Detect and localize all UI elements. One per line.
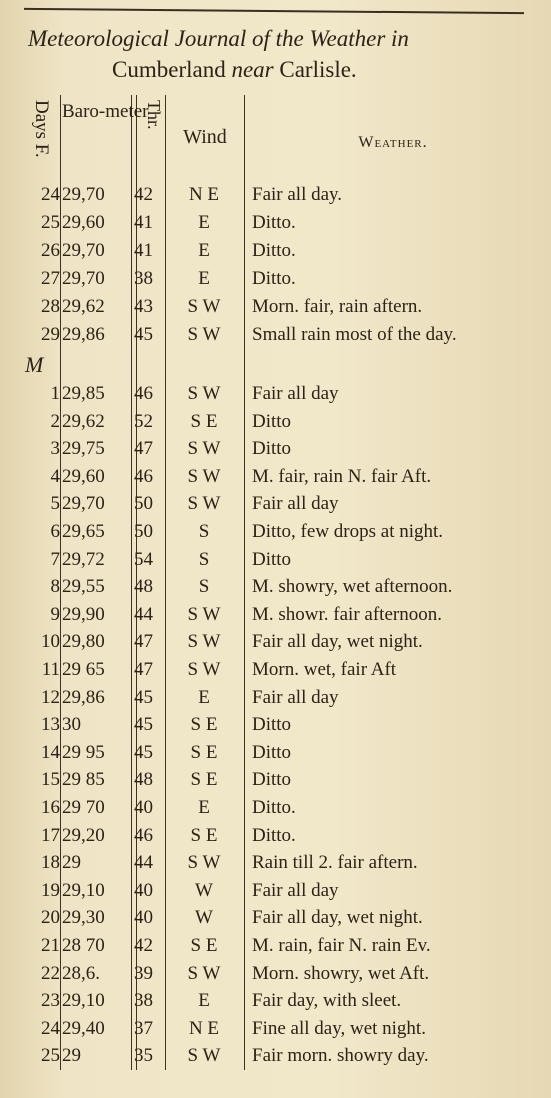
top-rule (24, 8, 524, 14)
wind-cell: S W (187, 465, 221, 487)
day-cell: 24 (41, 1017, 60, 1039)
table-row (0, 209, 551, 237)
weather-cell: Ditto. (252, 212, 296, 233)
table-row (0, 904, 551, 932)
thermometer-cell: 47 (134, 438, 153, 460)
day-cell: 20 (41, 907, 60, 929)
barometer-cell: 29,65 (62, 521, 105, 542)
barometer-cell: 29,20 (62, 824, 105, 846)
weather-cell: Ditto (252, 741, 292, 763)
weather-cell: Fair all day (252, 383, 339, 404)
barometer-cell: 29 (62, 852, 81, 874)
day-cell: 12 (41, 686, 60, 708)
thermometer-cell: 41 (134, 240, 153, 261)
barometer-cell: 29,55 (62, 576, 105, 598)
thermometer-cell: 45 (134, 324, 153, 345)
table-row (0, 573, 551, 601)
wind-cell: N E (188, 184, 220, 205)
thermometer-cell: 47 (134, 659, 153, 680)
table-row (0, 490, 551, 518)
table-row (0, 628, 551, 656)
day-cell: 8 (50, 576, 60, 598)
day-cell: 14 (41, 741, 60, 763)
thermometer-cell: 40 (134, 907, 153, 929)
wind-cell: S W (187, 852, 221, 874)
barometer-cell: 29,10 (62, 879, 105, 901)
barometer-cell: 29 85 (62, 769, 105, 791)
wind-cell: S E (190, 769, 218, 791)
barometer-cell: 29 65 (62, 659, 105, 680)
day-cell: 10 (41, 631, 60, 653)
barometer-cell: 29,75 (62, 438, 105, 460)
day-cell: 2 (50, 410, 60, 432)
barometer-cell: 29 95 (62, 741, 105, 763)
weather-cell: Ditto (252, 548, 292, 570)
wind-cell: S E (190, 741, 218, 763)
thermometer-cell: 38 (134, 268, 153, 289)
table-row (0, 265, 551, 293)
barometer-cell: 28 70 (62, 935, 105, 956)
weather-cell: Ditto (252, 714, 292, 736)
thermometer-cell: 45 (134, 741, 153, 763)
thermometer-cell: 43 (134, 296, 153, 317)
header-weather: Weather. (358, 134, 428, 151)
barometer-cell: 29,90 (62, 603, 105, 625)
weather-cell: Ditto (252, 769, 292, 791)
thermometer-cell: 52 (134, 410, 153, 432)
subtitle-town: Carlisle. (279, 57, 357, 82)
table-row (0, 408, 551, 436)
barometer-cell: 29,70 (62, 493, 105, 515)
barometer-cell: 29,40 (62, 1017, 105, 1039)
thermometer-cell: 40 (134, 797, 153, 818)
table-row (0, 181, 551, 209)
day-cell: 7 (50, 548, 60, 570)
weather-cell: Ditto. (252, 268, 296, 289)
table-row (0, 739, 551, 767)
header-days: Days F. (31, 100, 52, 158)
day-cell: 27 (41, 268, 60, 289)
table-row (0, 546, 551, 574)
weather-cell: Ditto. (252, 797, 296, 818)
day-cell: 21 (41, 935, 60, 956)
table-row (0, 960, 551, 988)
weather-cell: Morn. showry, wet Aft. (252, 962, 430, 984)
table-row (0, 1042, 551, 1070)
barometer-cell: 29,10 (62, 990, 105, 1012)
day-cell: 18 (41, 852, 60, 874)
weather-cell: Ditto (252, 438, 292, 460)
wind-cell: W (195, 907, 213, 929)
weather-cell: M. showr. fair afternoon. (252, 603, 442, 625)
weather-cell: M. rain, fair N. rain Ev. (252, 935, 431, 956)
barometer-cell: 29,72 (62, 548, 105, 570)
table-row (0, 656, 551, 684)
barometer-cell: 29,70 (62, 240, 105, 261)
thermometer-cell: 45 (134, 686, 153, 708)
weather-cell: Fair all day. (252, 184, 343, 205)
weather-cell: Fair all day (252, 879, 339, 901)
day-cell: 1 (50, 383, 60, 404)
barometer-cell: 30 (62, 714, 81, 736)
thermometer-cell: 46 (134, 383, 153, 404)
weather-cell: Morn. fair, rain aftern. (252, 296, 423, 317)
barometer-cell: 29,85 (62, 383, 105, 404)
table-row (0, 849, 551, 877)
day-cell: 17 (41, 824, 60, 846)
table-row (0, 1015, 551, 1043)
wind-cell: E (198, 212, 210, 233)
day-cell: 28 (41, 296, 60, 317)
weather-cell: M. fair, rain N. fair Aft. (252, 465, 432, 487)
barometer-cell: 29,62 (62, 410, 105, 432)
thermometer-cell: 42 (134, 935, 153, 956)
table-row (0, 711, 551, 739)
table-row (0, 877, 551, 905)
weather-cell: Ditto (252, 410, 292, 432)
table-row (0, 435, 551, 463)
barometer-cell: 29,62 (62, 296, 105, 317)
weather-cell: Fair all day (252, 686, 339, 708)
weather-cell: Ditto. (252, 240, 296, 261)
table-row (0, 987, 551, 1015)
thermometer-cell: 46 (134, 824, 153, 846)
thermometer-cell: 40 (134, 879, 153, 901)
barometer-cell: 29,86 (62, 686, 105, 708)
weather-cell: Fair morn. showry day. (252, 1045, 429, 1067)
wind-cell: E (198, 797, 210, 818)
barometer-cell: 29,60 (62, 465, 105, 487)
day-cell: 26 (41, 240, 60, 261)
wind-cell: E (198, 990, 210, 1012)
day-cell: 29 (41, 324, 60, 345)
day-cell: 16 (41, 797, 60, 818)
thermometer-cell: 41 (134, 212, 153, 233)
table-row (0, 321, 551, 349)
table-row (0, 237, 551, 265)
day-cell: 3 (50, 438, 60, 460)
wind-cell: S W (187, 493, 221, 515)
wind-cell: S W (187, 296, 221, 317)
table-row (0, 293, 551, 321)
wind-cell: S W (187, 1045, 221, 1067)
wind-cell: E (198, 686, 210, 708)
wind-cell: S (198, 576, 210, 598)
day-cell: 23 (41, 990, 60, 1012)
thermometer-cell: 35 (134, 1045, 153, 1067)
weather-cell: Fair all day (252, 493, 339, 515)
page-title: Meteorological Journal of the Weather in (28, 26, 409, 51)
thermometer-cell: 46 (134, 465, 153, 487)
barometer-cell: 29,70 (62, 184, 105, 205)
thermometer-cell: 47 (134, 631, 153, 653)
weather-cell: Small rain most of the day. (252, 324, 457, 345)
thermometer-cell: 44 (134, 852, 153, 874)
weather-cell: Ditto, few drops at night. (252, 521, 444, 542)
day-cell: 25 (41, 212, 60, 233)
thermometer-cell: 42 (134, 184, 153, 205)
wind-cell: S W (187, 631, 221, 653)
day-cell: 15 (41, 769, 60, 791)
wind-cell: S W (187, 962, 221, 984)
weather-cell: Fair all day, wet night. (252, 907, 423, 929)
thermometer-cell: 45 (134, 714, 153, 736)
thermometer-cell: 54 (134, 548, 153, 570)
day-cell: 6 (50, 521, 60, 542)
wind-cell: S (198, 548, 210, 570)
day-cell: 19 (41, 879, 60, 901)
day-cell: 25 (41, 1045, 60, 1067)
subtitle-place: Cumberland (112, 57, 226, 82)
wind-cell: S W (187, 603, 221, 625)
table-row (0, 463, 551, 491)
table-row (0, 380, 551, 408)
weather-cell: Ditto. (252, 824, 296, 846)
barometer-cell: 29 70 (62, 797, 105, 818)
subtitle-near: near (231, 57, 274, 82)
wind-cell: S (198, 521, 210, 542)
weather-cell: Fine all day, wet night. (252, 1017, 426, 1039)
thermometer-cell: 37 (134, 1017, 153, 1039)
wind-cell: S W (187, 324, 221, 345)
weather-cell: Morn. wet, fair Aft (252, 659, 397, 680)
header-wind: Wind (183, 126, 227, 148)
page-subtitle (112, 56, 357, 84)
day-cell: 24 (41, 184, 60, 205)
table-row (0, 794, 551, 822)
day-cell: 4 (50, 465, 60, 487)
wind-cell: S E (190, 935, 218, 956)
month-label-march: M (25, 352, 44, 377)
thermometer-cell: 44 (134, 603, 153, 625)
wind-cell: S E (190, 824, 218, 846)
wind-cell: E (198, 240, 210, 261)
barometer-cell: 29 (62, 1045, 81, 1067)
wind-cell: S E (190, 410, 218, 432)
table-row (0, 766, 551, 794)
barometer-cell: 29,80 (62, 631, 105, 653)
day-cell: 9 (50, 603, 60, 625)
day-cell: 13 (41, 714, 60, 736)
wind-cell: S W (187, 383, 221, 404)
header-thermometer: Thr. (144, 100, 164, 130)
wind-cell: E (198, 268, 210, 289)
table-row (0, 822, 551, 850)
weather-cell: Fair all day, wet night. (252, 631, 423, 653)
barometer-cell: 29,60 (62, 212, 105, 233)
table-row (0, 518, 551, 546)
weather-cell: Rain till 2. fair aftern. (252, 852, 418, 874)
barometer-cell: 29,86 (62, 324, 105, 345)
barometer-cell: 28,6. (62, 962, 100, 984)
table-row (0, 684, 551, 712)
day-cell: 22 (41, 962, 60, 984)
day-cell: 5 (50, 493, 60, 515)
weather-cell: M. showry, wet afternoon. (252, 576, 453, 598)
wind-cell: S W (187, 659, 221, 680)
thermometer-cell: 50 (134, 493, 153, 515)
table-row (0, 932, 551, 960)
thermometer-cell: 39 (134, 962, 153, 984)
wind-cell: W (195, 879, 213, 901)
barometer-cell: 29,30 (62, 907, 105, 929)
header-barometer: Baro-meter (62, 101, 149, 122)
table-row (0, 601, 551, 629)
day-cell: 11 (41, 659, 60, 680)
weather-cell: Fair day, with sleet. (252, 990, 402, 1012)
thermometer-cell: 38 (134, 990, 153, 1012)
wind-cell: S W (187, 438, 221, 460)
wind-cell: N E (188, 1017, 220, 1039)
thermometer-cell: 48 (134, 769, 153, 791)
thermometer-cell: 50 (134, 521, 153, 542)
barometer-cell: 29,70 (62, 268, 105, 289)
thermometer-cell: 48 (134, 576, 153, 598)
wind-cell: S E (190, 714, 218, 736)
